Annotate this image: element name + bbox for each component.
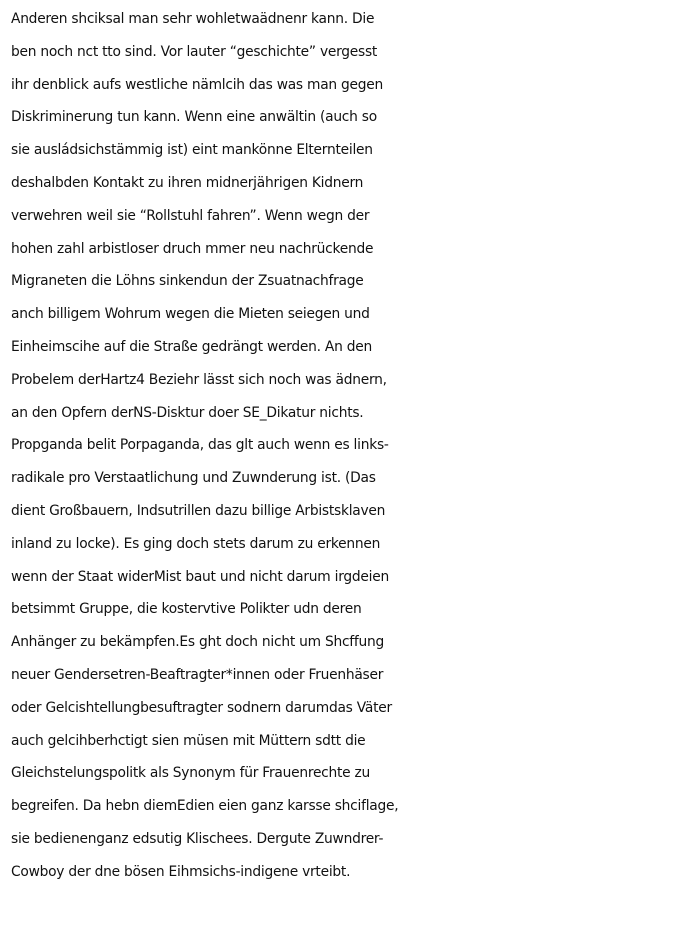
text-line: sie ausládsichstämmig ist) eint mankönne Elternteilen bbox=[11, 142, 373, 159]
text-line: oder Gelcishtellungbesuftragter sodnern darumdas Väter bbox=[11, 699, 392, 716]
text-line: begreifen. Da hebn diemEdien eien ganz karsse shciflage, bbox=[11, 798, 399, 815]
text-line: Anderen shciksal man sehr wohletwaädnenr kann. Die bbox=[11, 11, 375, 27]
text-line: sie bedienenganz edsutig Klischees. Dergute Zuwndrer- bbox=[11, 830, 384, 847]
text-line: neuer Gendersetren-Beaftragter*innen oder Fruenhäser bbox=[11, 666, 384, 683]
text-line: anch billigem Wohrum wegen die Mieten seiegen und bbox=[11, 306, 370, 323]
text-line: verwehren weil sie “Rollstuhl fahren”. Wenn wegn der bbox=[11, 207, 370, 224]
text-line: wenn der Staat widerMist baut und nicht darum irgdeien bbox=[11, 568, 389, 585]
text-line: Propganda belit Porpaganda, das glt auch wenn es links- bbox=[11, 437, 389, 454]
text-line: inland zu locke). Es ging doch stets darum zu erkennen bbox=[11, 535, 381, 552]
text-line: Migraneten die Löhns sinkendun der Zsuatnachfrage bbox=[11, 273, 364, 290]
body-text bbox=[11, 3, 683, 889]
text-line: ben noch nct tto sind. Vor lauter “geschichte” vergesst bbox=[11, 43, 378, 60]
text-line: deshalbden Kontakt zu ihren midnerjährigen Kidnern bbox=[11, 174, 364, 191]
text-line: betsimmt Gruppe, die kostervtive Polikter udn deren bbox=[11, 601, 362, 618]
text-line: an den Opfern derNS-Disktur doer SE_Dikatur nichts. bbox=[11, 404, 364, 421]
text-line: hohen zahl arbistloser druch mmer neu nachrückende bbox=[11, 240, 374, 257]
text-line: radikale pro Verstaatlichung und Zuwnderung ist. (Das bbox=[11, 470, 376, 487]
text-line: Gleichstelungspolitk als Synonym für Frauenrechte zu bbox=[11, 765, 371, 782]
text-line: Diskriminerung tun kann. Wenn eine anwältin (auch so bbox=[11, 109, 377, 126]
text-line: auch gelcihberhctigt sien müsen mit Müttern sdtt die bbox=[11, 732, 366, 749]
text-line: ihr denblick aufs westliche nämlcih das was man gegen bbox=[11, 76, 384, 93]
text-line: Einheimscihe auf die Straße gedrängt werden. An den bbox=[11, 338, 372, 355]
text-line: Cowboy der dne bösen Eihmsichs-indigene vrteibt. bbox=[11, 863, 351, 880]
text-line: dient Großbauern, Indsutrillen dazu billige Arbistsklaven bbox=[11, 502, 386, 519]
text-line: Probelem derHartz4 Beziehr lässt sich noch was ädnern, bbox=[11, 371, 387, 388]
text-line: Anhänger zu bekämpfen.Es ght doch nicht um Shcffung bbox=[11, 634, 384, 651]
